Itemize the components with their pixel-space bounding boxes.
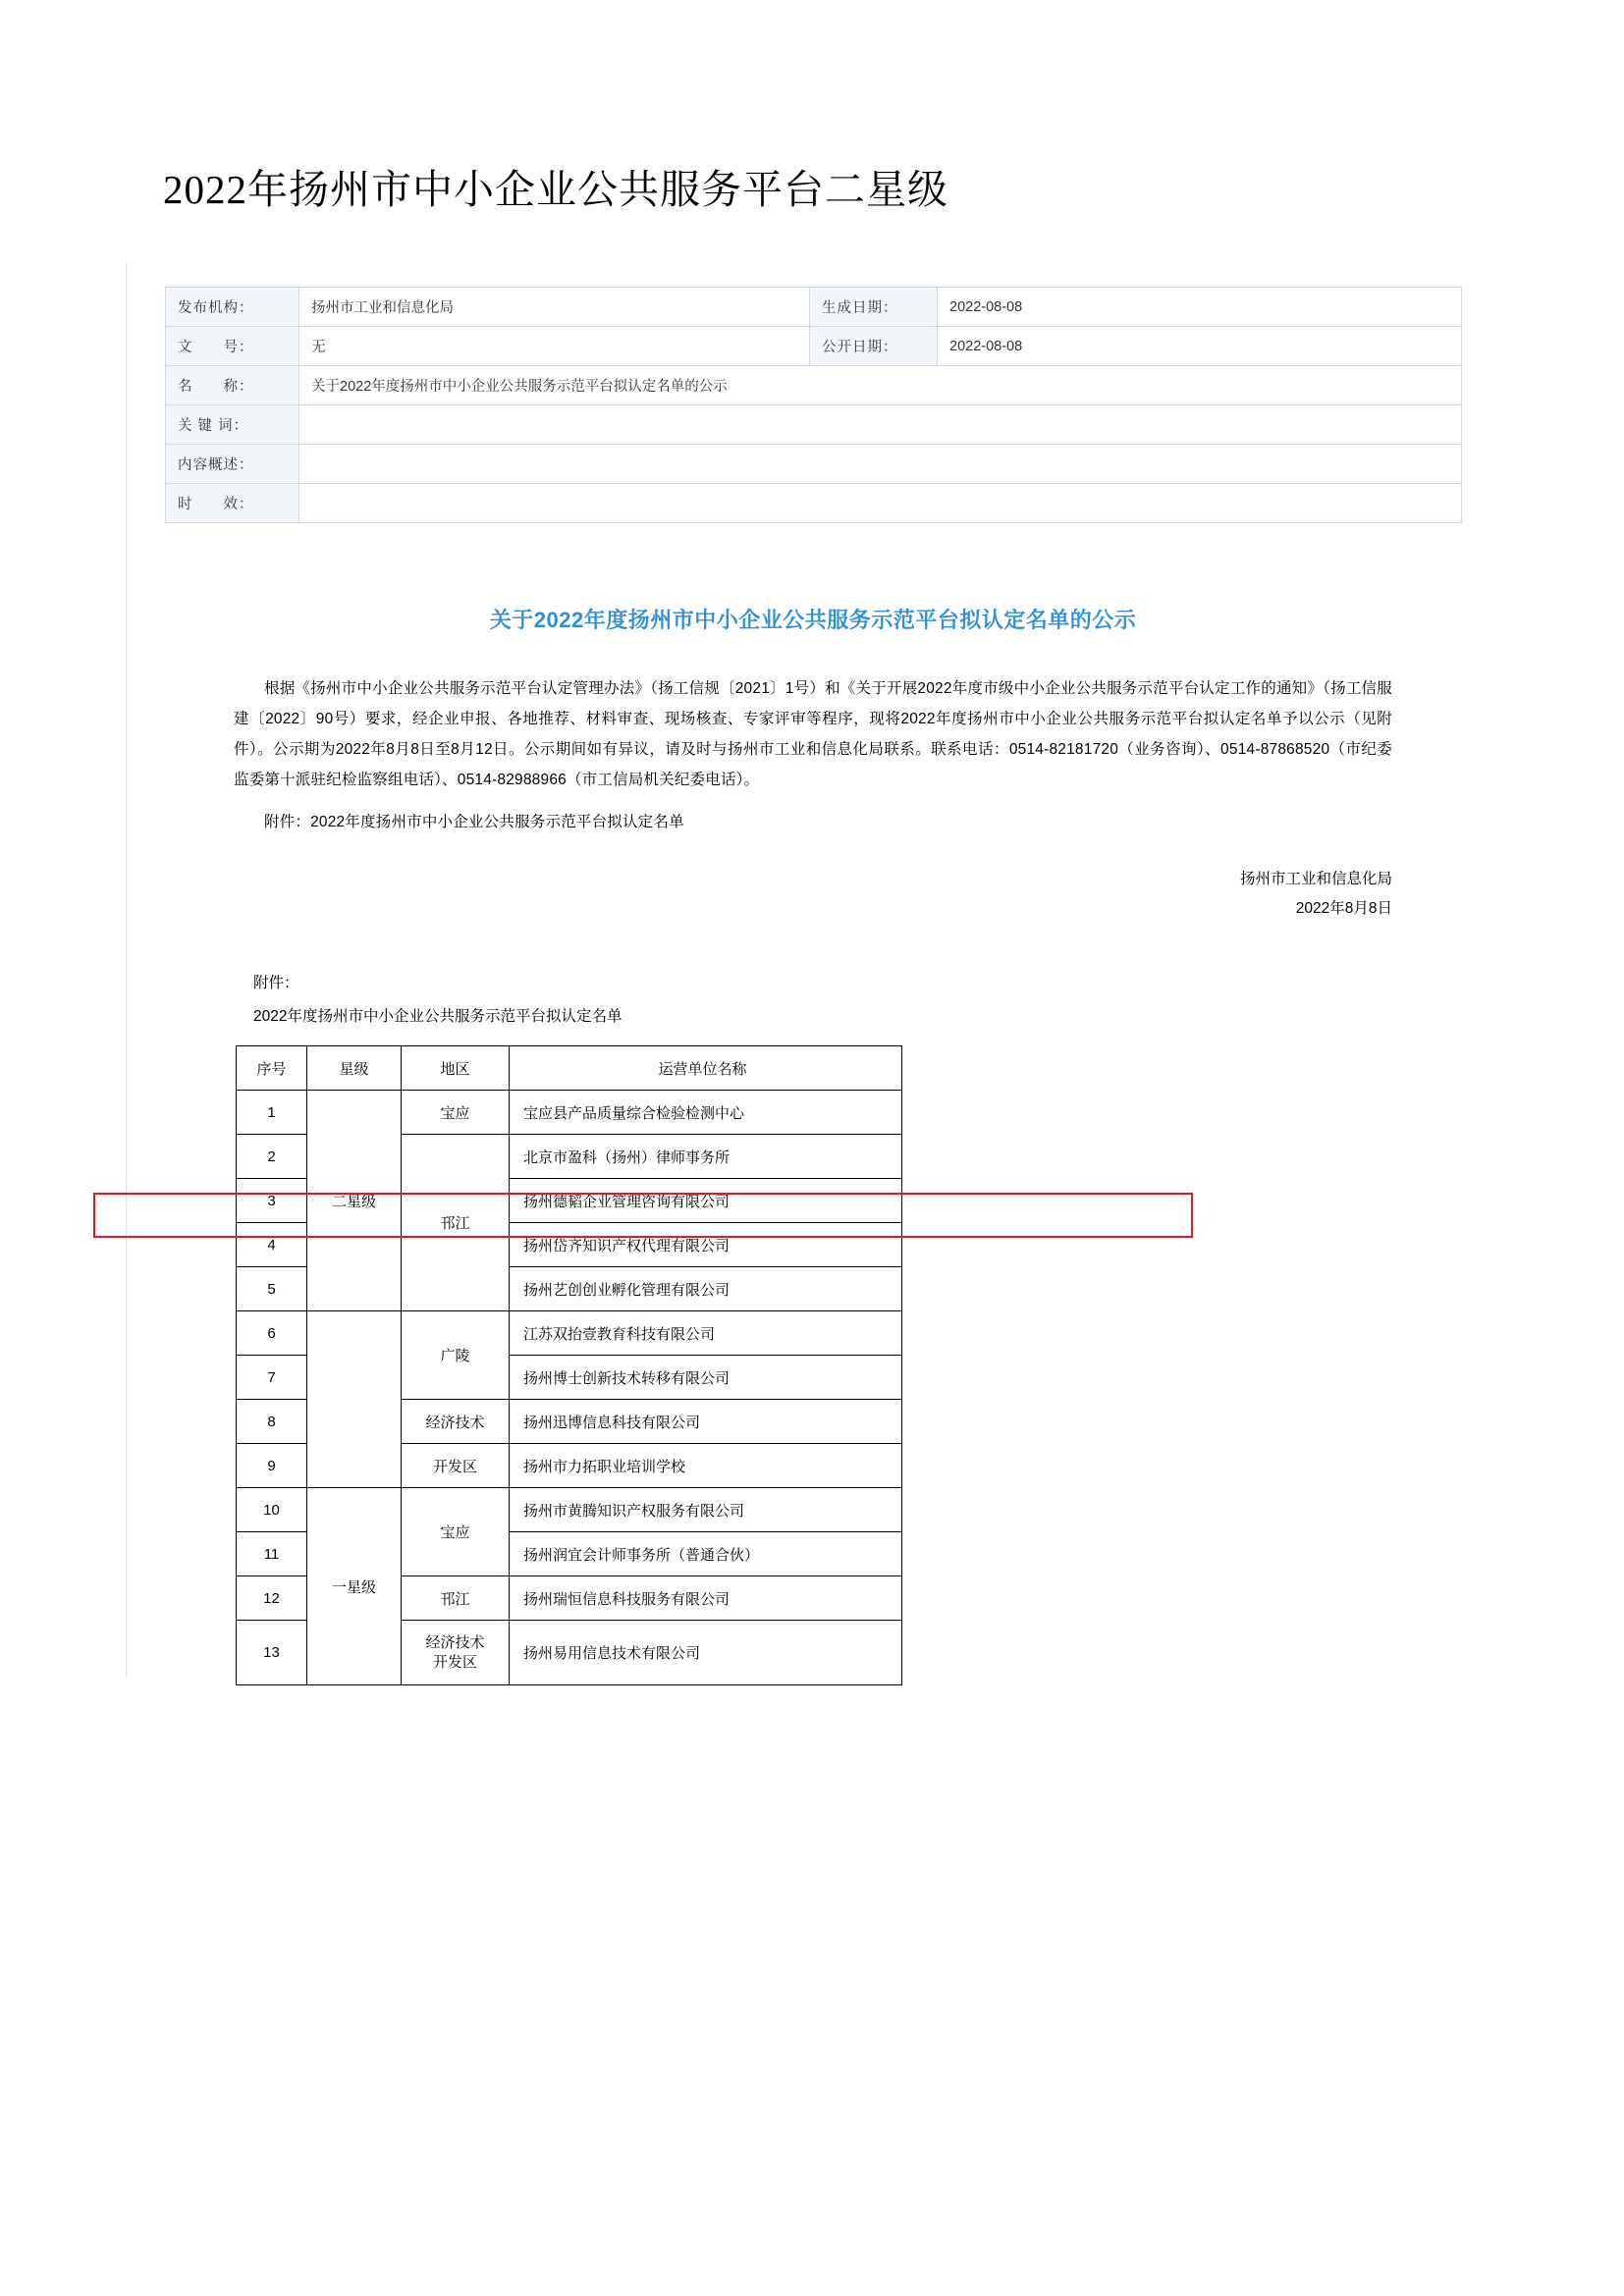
- cell-unit-name: 扬州岱齐知识产权代理有限公司: [510, 1223, 902, 1267]
- cell-no: 5: [237, 1267, 307, 1311]
- cell-no: 2: [237, 1135, 307, 1179]
- table-row: [237, 1488, 902, 1532]
- meta-value-summary: [299, 445, 1462, 484]
- metadata-row: [166, 366, 1462, 405]
- header-region: 地区: [402, 1046, 510, 1091]
- cell-no: 8: [237, 1400, 307, 1444]
- notice-paragraph: 根据《扬州市中小企业公共服务示范平台认定管理办法》（扬工信规〔2021〕1号）和《关于开展2022年度市级中小企业公共服务示范平台认定工作的通知》（扬工信服建〔2022〕90号）要求，经企业申报、各地推荐、材料审查、现场核查、专家评审等程序，现将2022年度扬州市中小企业公共服务示范平台拟认定名单予以公示（见附件）。公示期为2022年8月8日至8月12日。公示期间如有异议，请及时与扬州市工业和信息化局联系。联系电话：0514-82181720（业务咨询）、0514-87868520（市纪委监委第十派驻纪检监察组电话）、0514-82988966（市工信局机关纪委电话）。: [234, 680, 1392, 788]
- cell-no: 9: [237, 1444, 307, 1488]
- metadata-row: [166, 484, 1462, 523]
- meta-label-validity: 时 效：: [166, 484, 299, 523]
- table-header-row: [237, 1046, 902, 1091]
- cell-region: 开发区: [402, 1444, 510, 1488]
- cell-no: 1: [237, 1091, 307, 1135]
- meta-label-doc-number: 文 号：: [166, 327, 299, 366]
- cell-region: 邗江: [402, 1576, 510, 1621]
- meta-label-create-date: 生成日期：: [810, 288, 938, 327]
- meta-value-publisher: 扬州市工业和信息化局: [299, 288, 810, 327]
- header-star: 星级: [307, 1046, 402, 1091]
- meta-label-name: 名 称：: [166, 366, 299, 405]
- cell-unit-name: 扬州迅博信息科技有限公司: [510, 1400, 902, 1444]
- meta-value-public-date: 2022-08-08: [938, 327, 1462, 366]
- cell-unit-name: 宝应县产品质量综合检验检测中心: [510, 1091, 902, 1135]
- page-title: 2022年扬州市中小企业公共服务平台二星级: [163, 167, 948, 212]
- cell-region: 经济技术: [402, 1400, 510, 1444]
- cell-no: 12: [237, 1576, 307, 1621]
- meta-value-keywords: [299, 405, 1462, 445]
- meta-label-summary: 内容概述：: [166, 445, 299, 484]
- meta-label-publisher: 发布机构：: [166, 288, 299, 327]
- cell-region: 宝应: [402, 1091, 510, 1135]
- cell-unit-name: 扬州易用信息技术有限公司: [510, 1621, 902, 1685]
- table-row: [237, 1311, 902, 1356]
- metadata-row: [166, 405, 1462, 445]
- attachment-subtitle: 2022年度扬州市中小企业公共服务示范平台拟认定名单: [253, 1008, 623, 1025]
- notice-title: 关于2022年度扬州市中小企业公共服务示范平台拟认定名单的公示: [489, 608, 1137, 632]
- region-line-1: 经济技术: [425, 1633, 485, 1651]
- attachment-heading: 附件：: [253, 975, 299, 991]
- meta-value-name: 关于2022年度扬州市中小企业公共服务示范平台拟认定名单的公示: [299, 366, 1462, 405]
- metadata-row: [166, 288, 1462, 327]
- header-no: 序号: [237, 1046, 307, 1091]
- header-unit-name: 运营单位名称: [510, 1046, 902, 1091]
- signer-org: 扬州市工业和信息化局: [1239, 871, 1392, 887]
- meta-value-create-date: 2022-08-08: [938, 288, 1462, 327]
- meta-value-validity: [299, 484, 1462, 523]
- page-edge-divider: [126, 263, 127, 1677]
- meta-label-keywords: 关 键 词：: [166, 405, 299, 445]
- cell-no: 7: [237, 1356, 307, 1400]
- signer-date: 2022年8月8日: [1295, 900, 1392, 917]
- cell-no: 13: [237, 1621, 307, 1685]
- notice-attachment-line: 附件：2022年度扬州市中小企业公共服务示范平台拟认定名单: [264, 814, 684, 830]
- cell-no: 10: [237, 1488, 307, 1532]
- cell-unit-name: 扬州市力拓职业培训学校: [510, 1444, 902, 1488]
- cell-unit-name: 江苏双抬壹教育科技有限公司: [510, 1311, 902, 1356]
- region-line-2: 开发区: [432, 1653, 477, 1671]
- cell-no: 4: [237, 1223, 307, 1267]
- meta-label-public-date: 公开日期：: [810, 327, 938, 366]
- cell-unit-name: 扬州瑞恒信息科技服务有限公司: [510, 1576, 902, 1621]
- cell-star-blank: [307, 1311, 402, 1488]
- cell-unit-name: 扬州博士创新技术转移有限公司: [510, 1356, 902, 1400]
- metadata-row: [166, 327, 1462, 366]
- cell-region-hanjiang: 邗江: [402, 1135, 510, 1311]
- notice-body: [165, 569, 1461, 1685]
- metadata-row: [166, 445, 1462, 484]
- cell-star-one: 一星级: [307, 1488, 402, 1685]
- cell-no: 6: [237, 1311, 307, 1356]
- notice-signer: [165, 865, 1392, 924]
- cell-no: 11: [237, 1532, 307, 1576]
- platform-list-table: [236, 1045, 902, 1685]
- cell-unit-name: 扬州润宜会计师事务所（普通合伙）: [510, 1532, 902, 1576]
- cell-region-baoying: 宝应: [402, 1488, 510, 1576]
- cell-no: 3: [237, 1179, 307, 1223]
- meta-value-doc-number: 无: [299, 327, 810, 366]
- metadata-table: [165, 287, 1462, 523]
- cell-star-two: 二星级: [307, 1091, 402, 1311]
- cell-region-guangling: 广陵: [402, 1311, 510, 1400]
- cell-unit-name: 北京市盈科（扬州）律师事务所: [510, 1135, 902, 1179]
- cell-region-kaifaqu: [402, 1621, 510, 1685]
- cell-unit-name: 扬州艺创创业孵化管理有限公司: [510, 1267, 902, 1311]
- cell-unit-name: 扬州市黄腾知识产权服务有限公司: [510, 1488, 902, 1532]
- table-row: [237, 1091, 902, 1135]
- cell-unit-name: 扬州德韬企业管理咨询有限公司: [510, 1179, 902, 1223]
